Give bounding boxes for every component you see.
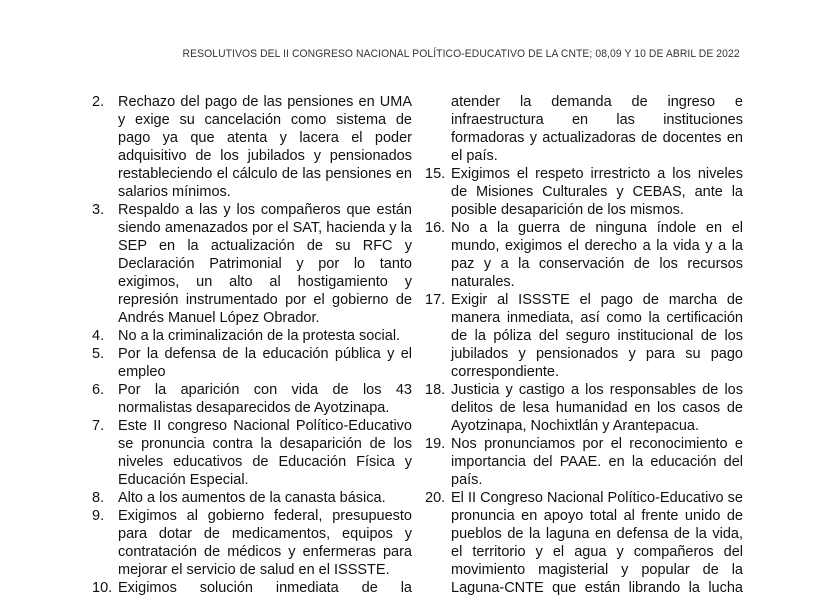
resolutions-list-left — [92, 93, 412, 597]
item-number: 6. — [92, 382, 105, 398]
list-item — [92, 201, 412, 327]
continued-item — [425, 93, 743, 165]
item-number: 7. — [92, 418, 105, 434]
list-item — [92, 507, 412, 579]
list-item — [92, 345, 412, 381]
list-item — [92, 489, 412, 507]
item-number: 8. — [92, 490, 105, 506]
right-column — [425, 93, 743, 597]
item-text: No a la guerra de ninguna índole en el mundo, exigimos el derecho a la vida y a la paz y a la conservación de los recursos naturales. — [451, 220, 743, 290]
item-number: 16. — [425, 220, 446, 236]
list-item — [425, 489, 743, 597]
item-text: Justicia y castigo a los responsables de los delitos de lesa humanidad en los casos de Ayotzinapa, Nochixtlán y Arantepacua. — [451, 382, 743, 434]
list-item — [425, 291, 743, 381]
item-text: El II Congreso Nacional Político-Educativo se pronuncia en apoyo total al frente unido de pueblos de la laguna en defensa de la vida, el territorio y el agua y compañeros del movimiento magisterial y popular de la Laguna-CNTE que están librando la lucha — [451, 490, 743, 596]
item-number: 10. — [92, 580, 113, 596]
item-text: No a la criminalización de la protesta social. — [118, 328, 401, 344]
item-number: 2. — [92, 94, 105, 110]
item-number: 19. — [425, 436, 446, 452]
item-text: Alto a los aumentos de la canasta básica. — [118, 490, 386, 506]
left-column — [92, 93, 412, 597]
item-text: Este II congreso Nacional Político-Educativo se pronuncia contra la desaparición de los niveles educativos de Educación Física y Educación Especial. — [118, 418, 412, 488]
item-text: Respaldo a las y los compañeros que están siendo amenazados por el SAT, hacienda y la SEP en la actualización de su RFC y Declaración Patrimonial y por lo tanto exigimos, un alto al hostigamiento y represión instrumentado por el gobierno de Andrés Manuel López Obrador. — [118, 202, 412, 326]
list-item — [425, 435, 743, 489]
list-item — [92, 327, 412, 345]
item-number: 20. — [425, 490, 446, 506]
resolutions-list-right — [425, 165, 743, 597]
item-number-placeholder — [425, 93, 451, 165]
item-text: Exigir al ISSSTE el pago de marcha de manera inmediata, así como la certificación de la póliza del seguro institucional de los jubilados y pensionados y para su pago correspondiente. — [451, 292, 743, 380]
item-text: Exigimos el respeto irrestricto a los niveles de Misiones Culturales y CEBAS, ante la posible desaparición de los mismos. — [451, 166, 743, 218]
item-text: Rechazo del pago de las pensiones en UMA y exige su cancelación como sistema de pago ya que atenta y lacera el poder adquisitivo de los jubilados y pensionados restableciendo el cálculo de las pensiones en salarios mínimos. — [118, 94, 412, 200]
list-item — [92, 579, 412, 597]
continued-item-text: atender la demanda de ingreso e infraestructura en las instituciones formadoras y actualizadoras de docentes en el país. — [451, 94, 743, 164]
running-header: RESOLUTIVOS DEL II CONGRESO NACIONAL POLÍTICO-EDUCATIVO DE LA CNTE; 08,09 Y 10 DE ABRIL DE 2022 — [182, 48, 740, 60]
item-number: 9. — [92, 508, 105, 524]
list-item — [425, 219, 743, 291]
list-item — [92, 417, 412, 489]
item-number: 5. — [92, 346, 105, 362]
list-item — [425, 381, 743, 435]
item-text: Por la defensa de la educación pública y el empleo — [118, 346, 412, 380]
item-number: 18. — [425, 382, 446, 398]
list-item — [92, 93, 412, 201]
item-number: 15. — [425, 166, 446, 182]
item-number: 4. — [92, 328, 105, 344]
list-item — [425, 165, 743, 219]
item-text: Exigimos al gobierno federal, presupuesto para dotar de medicamentos, equipos y contratación de médicos y enfermeras para mejorar el servicio de salud en el ISSSTE. — [118, 508, 412, 578]
item-number: 17. — [425, 292, 446, 308]
item-text: Exigimos solución inmediata de la — [118, 580, 412, 596]
item-number: 3. — [92, 202, 105, 218]
item-text: Nos pronunciamos por el reconocimiento e importancia del PAAE. en la educación del país. — [451, 436, 743, 488]
item-text: Por la aparición con vida de los 43 normalistas desaparecidos de Ayotzinapa. — [118, 382, 412, 416]
list-item — [92, 381, 412, 417]
